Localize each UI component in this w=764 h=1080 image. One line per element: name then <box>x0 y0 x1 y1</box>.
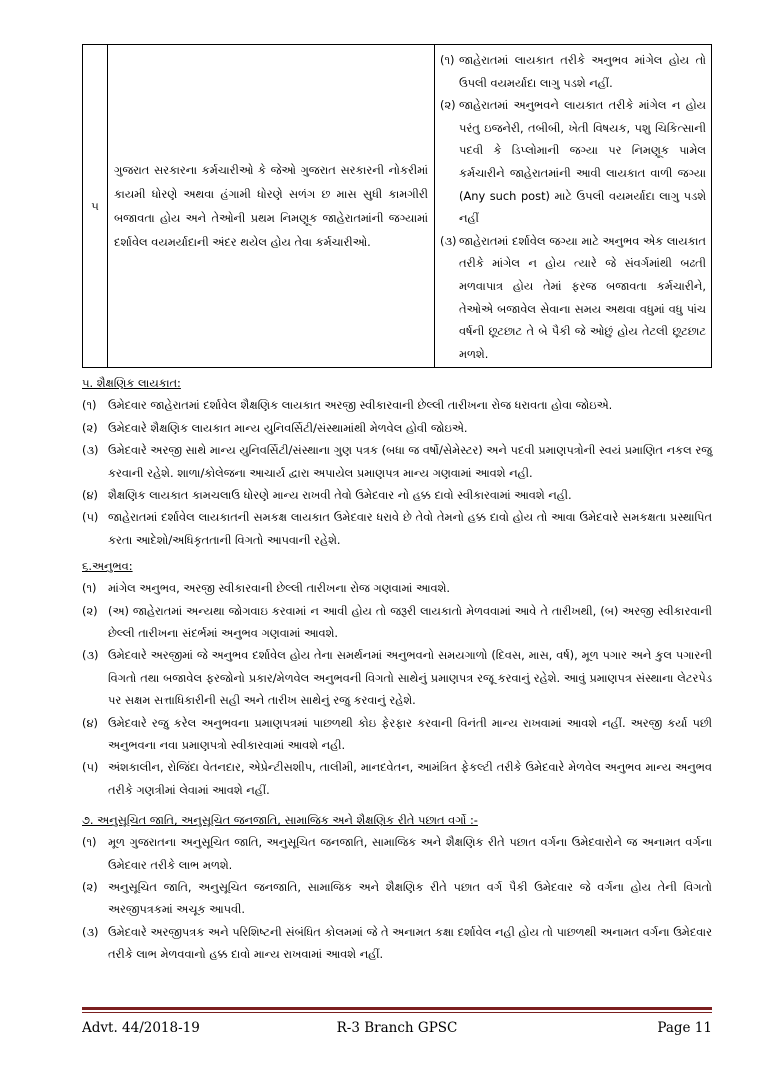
list-item <box>440 230 706 366</box>
item-text: શૈક્ષણિક લાયકાત કામચલાઉ ધોરણે માન્ય રાખવી તેવો ઉમેદવાર નો હક્ક દાવો સ્વીકારવામાં આવશે નહી. <box>108 487 572 502</box>
item-text: માંગેલ અનુભવ, અરજી સ્વીકારવાની છેલ્લી તારીખના રોજ ગણવામાં આવશે. <box>108 581 451 596</box>
item-text: (અ) જાહેરાતમાં અન્યથા જોગવાઇ કરવામાં ન આવી હોય તો જરૂરી લાયકાતો મેળવવામાં આવે તે તારીખથી, (બ) અરજી સ્વીકારવાની છેલ્લી તારીખના સંદર્ભમાં અનુભવ ગણવામાં આવશે. <box>108 603 712 640</box>
list-item <box>82 417 712 439</box>
item-text: ઉમેદવારે રજુ કરેલ અનુભવના પ્રમાણપત્રમાં પાછળથી કોઇ ફેરફાર કરવાની વિનંતી માન્ય રાખવામાં આવશે નહીં. અરજી કર્યા પછી અનુભવના નવા પ્રમાણપત્રો સ્વીકારવામાં આવશે નહી. <box>108 715 712 752</box>
list-item <box>82 484 712 506</box>
item-text: ઉમેદવારે શૈક્ષણિક લાયકાત માન્ય યુનિવર્સિટી/સંસ્થામાંથી મેળવેલ હોવી જોઇએ. <box>108 420 468 435</box>
section-reserved-categories <box>82 809 712 965</box>
list-item <box>82 644 712 711</box>
item-text: અનુસૂચિત જાતિ, અનુસૂચિત જનજાતિ, સામાજિક અને શૈક્ષણિક રીતે પછાત વર્ગ પૈકી ઉમેદવાર જે વર્ગના હોય તેની વિગતો અરજીપત્રકમાં અચૂક આપવી. <box>108 880 712 917</box>
list-item <box>82 394 712 416</box>
item-number: (૧) <box>82 398 97 413</box>
list-item <box>440 94 706 230</box>
list-item <box>82 756 712 801</box>
section-education <box>82 372 712 551</box>
item-number: (૩) <box>82 443 99 458</box>
item-text: ઉમેદવારે અરજી સાથે માન્ય યુનિવર્સિટી/સંસ્થાના ગુણ પત્રક (બધા જ વર્ષો/સેમેસ્ટર) અને પદવી પ્રમાણપત્રોની સ્વયં પ્રમાણિત નકલ રજુ કરવાની રહેશે. શાળા/કોલેજના આચાર્ય દ્વારા અપાયેલ પ્રમાણપત્ર માન્ય ગણવામાં આવશે નહી. <box>108 443 712 480</box>
list-item <box>82 439 712 484</box>
page-number: Page 11 <box>657 1020 712 1036</box>
section-heading: ૭. અનુસૂચિત જાતિ, અનુસૂચિત જનજાતિ, સામાજિક અને શૈક્ષણિક રીતે પછાત વર્ગો :- <box>82 813 478 828</box>
section-heading: ૫. શૈક્ષણિક લાયકાત: <box>82 376 181 391</box>
item-number: (૧) <box>82 581 97 596</box>
item-text: જાહેરાતમાં દર્શાવેલ જગ્યા માટે અનુભવ એક લાયકાત તરીકે માંગેલ ન હોય ત્યારે જે સંવર્ગમાંથી બઢતી મળવાપાત્ર હોય તેમાં ફરજ બજાવતા કર્મચારીને, તેઓએ બજાવેલ સેવાના સમય અથવા વધુમાં વધુ પાંચ વર્ષની છૂટછાટ તે બે પૈકી જે ઓછું હોય તેટલી છૂટછાટ મળશે. <box>459 233 706 361</box>
item-number: (૨) <box>82 420 98 435</box>
item-text: જાહેરાતમાં દર્શાવેલ લાયકાતની સમકક્ષ લાયકાત ઉમેદવાર ધરાવે છે તેવો તેમનો હક્ક દાવો હોય તો આવા ઉમેદવારે સમકક્ષતા પ્રસ્થાપિત કરતા આદેશો/અધિકૃતતાની વિગતો આપવાની રહેશે. <box>108 510 712 547</box>
item-text: જાહેરાતમાં અનુભવને લાયકાત તરીકે માંગેલ ન હોય પરંતુ ઇજનેરી, તબીબી, ખેતી વિષયક, પશુ ચિકિત્સાની પદવી કે ડિપ્લોમાની જગ્યા પર નિમણૂક પામેલ કર્મચારીને જાહેરાતમાંની આવી લાયકાત વાળી જગ્યા (Any such post) માટે ઉપલી વયમર્યાદા લાગુ પડશે નહીં <box>459 98 706 226</box>
item-text: ઉમેદવારે અરજીમાં જે અનુભવ દર્શાવેલ હોય તેના સમર્થનમાં અનુભવનો સમયગાળો (દિવસ, માસ, વર્ષ), મૂળ પગાર અને કુલ પગારની વિગતો તથા બજાવેલ ફરજોનો પ્રકાર/મેળવેલ અનુભવની વિગતો સાથેનું પ્રમાણપત્ર રજૂ કરવાનું રહેશે. આવું પ્રમાણપત્ર સંસ્થાના લેટરપેડ પર સક્ષમ સત્તાધિકારીની સહી અને તારીખ સાથેનું રજુ કરવાનું રહેશે. <box>108 648 712 708</box>
item-number: (૨) <box>440 98 456 113</box>
list-item <box>82 577 712 599</box>
item-number: (૩) <box>82 924 99 939</box>
item-number: (૨) <box>82 603 98 618</box>
section-experience <box>82 555 712 801</box>
item-number: (૪) <box>82 715 98 730</box>
document-page <box>82 44 712 966</box>
item-text: અંશકાલીન, રોજિંદા વેતનદાર, એપ્રેન્ટીસશીપ, તાલીમી, માનદવેતન, આમંત્રિત ફેકલ્ટી તરીકે ઉમેદવારે મેળવેલ અનુભવ માન્ય અનુભવ તરીકે ગણત્રીમાં લેવામાં આવશે નહીં. <box>108 760 712 797</box>
list-item <box>440 49 706 94</box>
item-number: (૧) <box>82 835 97 850</box>
item-number: (૩) <box>82 648 99 663</box>
footer-divider <box>82 1007 712 1010</box>
category-cell: ગુજરાત સરકારના કર્મચારીઓ કે જેઓ ગુજરાત સરકારની નોકરીમાં કાયમી ધોરણે અથવા હંગામી ધોરણે સળંગ છ માસ સુધી કામગીરી બજાવતા હોય અને તેઓની પ્રથમ નિમણૂક જાહેરાતમાંની જગ્યામાં દર્શાવેલ વયમર્યાદાની અંદર થયેલ હોય તેવા કર્મચારીઓ. <box>108 45 435 368</box>
item-number: (૫) <box>82 510 99 525</box>
page-footer <box>82 1020 712 1040</box>
list-item <box>82 921 712 966</box>
list-item <box>82 600 712 645</box>
item-number: (૪) <box>82 487 98 502</box>
row-number: ૫ <box>83 45 108 368</box>
footer-divider-thin <box>82 1012 712 1013</box>
item-number: (૫) <box>82 760 99 775</box>
list-item <box>82 712 712 757</box>
item-number: (૧) <box>440 53 455 67</box>
item-text: મૂળ ગુજરાતના અનુસૂચિત જાતિ, અનુસૂચિત જનજાતિ, સામાજિક અને શૈક્ષણિક રીતે પછાત વર્ગના ઉમેદવારોને જ અનામત વર્ગના ઉમેદવાર તરીકે લાભ મળશે. <box>108 835 712 872</box>
table-row <box>83 45 712 368</box>
list-item <box>82 506 712 551</box>
item-text: ઉમેદવાર જાહેરાતમાં દર્શાવેલ શૈક્ષણિક લાયકાત અરજી સ્વીકારવાની છેલ્લી તારીખના રોજ ધરાવતા હોવા જોઇએ. <box>108 398 613 413</box>
list-item <box>82 831 712 876</box>
section-heading: ૬.અનુભવ: <box>82 559 133 574</box>
conditions-cell <box>435 45 712 368</box>
item-text: ઉમેદવારે અરજીપત્રક અને પરિશિષ્ટની સંબંધિત કોલમમાં જે તે અનામત કક્ષા દર્શાવેલ નહી હોય તો પાછળથી અનામત વર્ગના ઉમેદવાર તરીકે લાભ મેળવવાનો હક્ક દાવો માન્ય રાખવામાં આવશે નહીં. <box>108 924 712 962</box>
branch-name: R-3 Branch GPSC <box>336 1020 458 1036</box>
item-text: જાહેરાતમાં લાયકાત તરીકે અનુભવ માંગેલ હોય તો ઉપલી વયમર્યાદા લાગુ પડશે નહીં. <box>459 53 706 90</box>
advertisement-number: Advt. 44/2018-19 <box>82 1020 200 1036</box>
list-item <box>82 876 712 921</box>
eligibility-table <box>82 44 712 368</box>
item-number: (૨) <box>82 880 98 895</box>
item-number: (૩) <box>440 233 457 248</box>
